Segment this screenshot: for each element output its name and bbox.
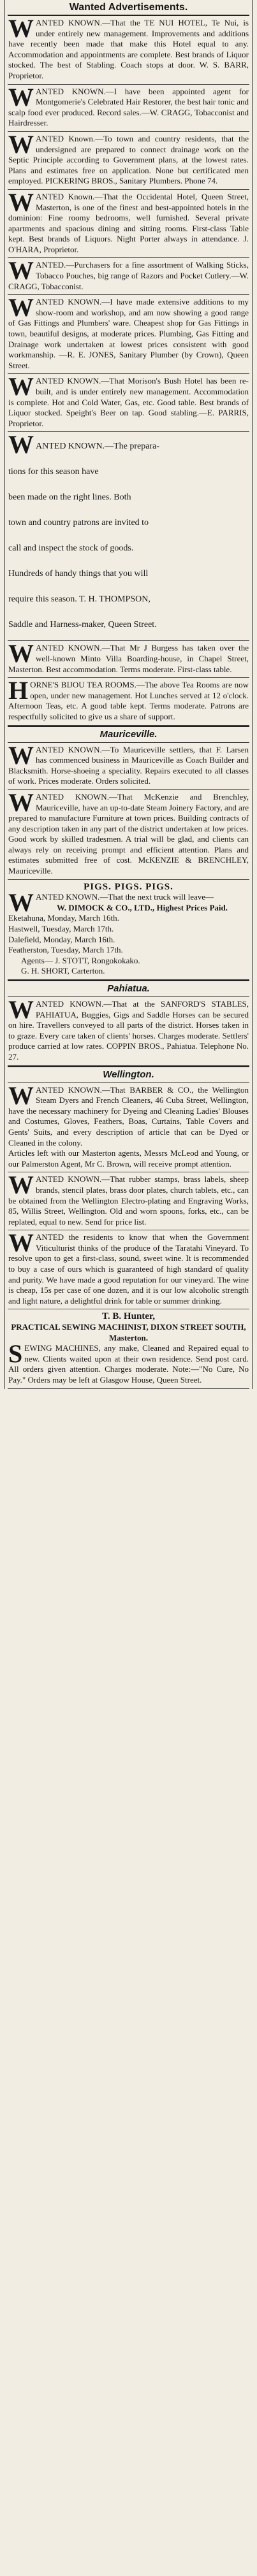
drop-cap: W [8,1228,34,1258]
agents-label: Agents— [21,955,53,965]
drop-cap: W [8,129,34,159]
ad-text: EWING MACHINES, any make, Cleaned and Repaired equal to new. Clients waited upon at their own residence. Send post card. All orders given attention. Charges moderate. Note:—"No Cure, No Pay." Orders may be left at Glasgow House, Queen Street. [8,1343,249,1385]
drop-cap: W [8,256,34,285]
ad-text: ANTED Known.—To town and country residents, that the undersigned are prepared to connect drainage work on the Septic Principle according to Government plans, at the lowest rates. Plans and estimates free on application. None but certificated men employed. PICKERING BROS., Sanitary Plumbers. Phone 74. [8,133,249,186]
section-heading-wanted: Wanted Advertisements. [8,0,249,16]
drop-cap: W [8,187,34,217]
ad-text: ANTED KNOWN.—I have made extensive additions to my show-room and workshop, and am now showing a good range of Gas Fittings and Plumbers' ware. Cheapest shop for Gas Fittings in town, beautiful designs, at moderate prices. Plumbing, Gas Fitting and Drainage work undertaken at lowest prices consistent with good workmanship. —R. E. JONES, Sanitary Plumber (by Crown), Queen Street. [8,297,249,370]
ad-mckenzie-brenchley [8,790,249,880]
ad-hornes-tea-rooms [8,678,249,725]
schedule-line: Featherston, Tuesday, March 17th. [8,945,123,955]
drop-cap: W [8,293,34,322]
section-heading-wellington: Wellington. [8,1066,249,1083]
ad-text: ORNE'S BIJOU TEA ROOMS.—The above Tea Rooms are now open, under new management. Hot Lunches served at 12 o'clock. Afternoon Teas, etc. A good table kept. Terms moderate. Patrons are respectfully solicited to give us a share of support. [8,680,249,721]
ad-line: Saddle and Harness-maker, Queen Street. [8,620,157,630]
drop-cap: W [8,788,34,817]
drop-cap: W [8,740,34,770]
ad-hunter-sewing [8,1309,249,1388]
drop-cap: H [8,676,29,705]
ad-larsen-coach-builder [8,740,249,790]
ad-pickering-bros [8,129,249,190]
ad-line: ANTED KNOWN.—The prepara- [36,442,159,452]
drop-cap: W [8,82,34,112]
ad-jones-plumber [8,295,249,374]
drop-cap: W [8,995,34,1024]
ad-cragg-hair-restorer [8,82,249,132]
ad-text: ANTED KNOWN.—That BARBER & CO., the Wellington Steam Dyers and French Cleaners, 46 Cuba Street, Wellington, have the necessary machinery for Dyeing and Cleaning Ladies' Blouses and Costumes, Gloves, Feathers, Boas, Curtains, Table Covers and Gents' Suits, and every description of article that can be Dyed or Cleaned in the colony. Articles left with our Masterton agents, Messrs McLeod and Young, or our Palmerston Agent, Mr C. Brown, will receive prompt attention. [8,1084,249,1169]
agent-name: J. STOTT, Rongokokako. [55,955,140,965]
ad-te-nui-hotel [8,16,249,85]
ad-text: ANTED KNOWN.—That Mr J Burgess has taken over the well-known Minto Villa Boarding-house, in Chapel Street, Masterton. Best accommodation. Terms moderate. First-class table. [8,643,249,674]
ad-occidental-hotel [8,187,249,259]
ad-text: ANTED KNOWN.—That McKenzie and Brenchley, Mauriceville, have an up-to-date Steam Joinery Factory, and are prepared to manufacture Furniture at town prices. Building contracts of any description taken in any part of the district undertaken at low prices. Good work by skilled tradesmen. A trial will be glad, and clients can always rely on receiving prompt and efficient attention. Plans and estimates submitted free of cost. McKENZIE & BRENCHLEY, Mauriceville. [8,791,249,876]
ad-line: call and inspect the stock of goods. [8,543,134,554]
drop-cap: W [8,430,34,459]
ad-line: require this season. T. H. THOMPSON, [8,594,151,605]
ad-title: PIGS. PIGS. PIGS. [84,881,173,892]
schedule-line: Eketahuna, Monday, March 16th. [8,913,119,923]
ad-dimock-pigs [8,880,249,980]
ad-line: tions for this season have [8,467,99,477]
ad-engraving-works [8,1172,249,1230]
ad-text: ANTED the residents to know that when the Government Viticulturist thinks of the produce of the Taratahi Vineyard. To resolve upon to get a first-class, sound, sweet wine. It is recommended to buy a case of ours which is guaranteed of high standard of quality and purity. We have made a good reputation for our vineyard. The wine is cheap, 15s per case of one dozen, and it is our low alcoholic strength and light nature, a delightful drink for table or summer drinking. [8,1232,249,1306]
ad-barber-dyers [8,1083,249,1173]
ad-taratahi-vineyard [8,1230,249,1309]
drop-cap: W [8,639,34,668]
schedule-line: Hastwell, Tuesday, March 17th. [8,924,114,934]
ad-coppin-bros [8,997,249,1066]
ad-text: ANTED KNOWN.—To Mauriceville settlers, that F. Larsen has commenced business in Mauriceville as Coach Builder and Blacksmith. Horse-shoeing a speciality. Repairs executed to all classes of work. Prices moderate. Orders solicited. [8,744,249,786]
ad-text: ANTED KNOWN.—That the TE NUI HOTEL, Te Nui, is under entirely new management. Improvements and additions have recently been made that make this Hotel equal to any. Accommodation and appointments are complete. Best brands of Liquor stocked. The best of Stabling. Coach stops at door. W. S. BARR, Proprietor. [8,18,249,80]
drop-cap: W [8,888,34,917]
ad-text: ANTED KNOWN.—That Morison's Bush Hotel has been re-built, and is under entirely new management. Accommodation is complete. Hot and Cold Water, Gas, etc. Good table. Best brands of Liquor stocked. Speight's Beer on tap. Good stabling.—E. PARRIS, Proprietor. [8,376,249,428]
ad-text: ANTED.—Purchasers for a fine assortment of Walking Sticks, Tobacco Pouches, big range of Razors and Pocket Cutlery.—W. CRAGG, Tobacconist. [8,260,249,291]
drop-cap: W [8,1170,34,1200]
ad-subtitle: PRACTICAL SEWING MACHINIST, DIXON STREET SOUTH, Masterton. [11,1322,246,1342]
section-heading-mauriceville: Mauriceville. [8,726,249,743]
section-heading-pahiatua: Pahiatua. [8,980,249,997]
ad-morison-bush-hotel [8,374,249,432]
agent-line: G. H. SHORT, Carterton. [21,966,105,976]
agent-line [8,956,249,967]
ad-thompson-saddler [8,432,249,641]
drop-cap: S [8,1339,23,1369]
ad-text: ANTED KNOWN.—That rubber stamps, brass labels, sheep brands, stencil plates, brass door plates, church tablets, etc., can be obtained from the Wellington Electro-plating and Engraving Works, 85, Willis Street, Wellington. Old and worn spoons, forks, etc., can be replated, equal to new. Send for price list. [8,1174,249,1227]
schedule-line: Dalefield, Monday, March 16th. [8,934,115,944]
ad-burgess-minto-villa [8,641,249,678]
ad-title: T. B. Hunter, [102,1311,155,1322]
ad-cragg-walking-sticks [8,258,249,295]
drop-cap: W [8,14,34,43]
ad-text: ANTED KNOWN.—That the next truck will leave— [36,892,214,902]
ad-text: ANTED KNOWN.—That at the SANFORD'S STABLES, PAHIATUA, Buggies, Gigs and Saddle Horses can be secured on hire. Travellers conveyed to all parts of the district. Horses taken in to graze. Every care taken of clients' horses. Charges moderate. Settlers' produce carried at low rates. COPPIN BROS., Pahiatua. Telephone No. 27. [8,999,249,1061]
ad-line: Hundreds of handy things that you will [8,569,149,579]
newspaper-column [4,0,253,1389]
ad-text: ANTED Known.—That the Occidental Hotel, Queen Street, Masterton, is one of the finest and best-appointed hotels in the dominion: Fine roomy bedrooms, well furnished. Several private apartments and spacious dining and sitting rooms. First-class Table kept. Best brands of Liquors. Night Porter always in attendance. J. O'HARA, Proprietor. [8,191,249,254]
ad-line: been made on the right lines. Both [8,493,131,503]
ad-text: ANTED KNOWN.—I have been appointed agent for Montgomerie's Celebrated Hair Restorer, the best hair tonic and scalp food ever produced. Record sales.—W. CRAGG, Tobacconist and Hairdresser. [8,86,249,128]
ad-line: town and country patrons are invited to [8,518,149,528]
ad-firm-name: W. DIMOCK & CO., LTD., Highest Prices Paid. [56,902,228,912]
drop-cap: W [8,1081,34,1110]
drop-cap: W [8,372,34,401]
